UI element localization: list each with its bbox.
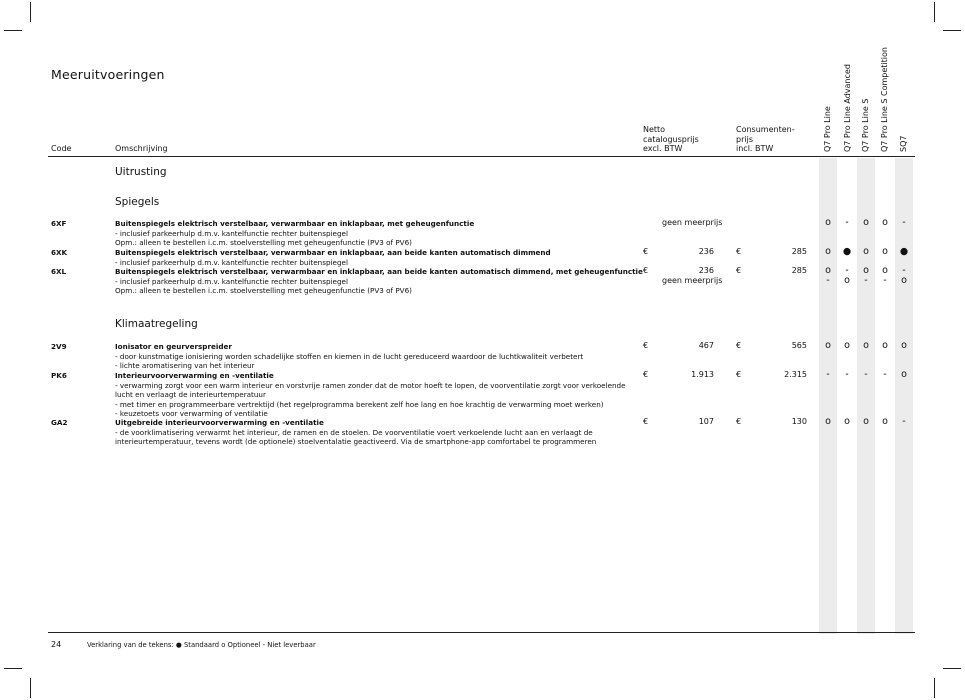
description-line: - door kunstmatige ionisiering worden schadelijke stoffen en kiemen in de lucht gereduceerd waardoor de luchtkwaliteit verbetert: [115, 351, 584, 361]
model-column-bg: [819, 158, 837, 634]
description-line: - met timer en programmeerbare vertrektijd (het regelprogramma berekent zelf hoe lang en hoe krachtig de verwarming moet werken): [115, 399, 604, 409]
description-line: Opm.: alleen te bestellen i.c.m. stoelverstelling met geheugenfunctie (PV3 of PV6): [115, 286, 412, 296]
option-code: 6XL: [51, 267, 67, 276]
euro-sign: €: [736, 247, 742, 256]
group-title: Spiegels: [115, 196, 160, 208]
header-netto: [643, 125, 699, 154]
availability-mark: -: [826, 274, 830, 286]
description-line: Buitenspiegels elektrisch verstelbaar, verwarmbaar en inklapbaar, aan beide kanten automatisch dimmend: [115, 248, 551, 257]
availability-mark: o: [825, 340, 831, 351]
availability-mark: o: [882, 416, 888, 427]
description-line: Buitenspiegels elektrisch verstelbaar, verwarmbaar en inklapbaar, met geheugenfunctie: [115, 219, 475, 228]
netto-price: 107: [698, 417, 714, 426]
option-code: 6XF: [51, 219, 67, 228]
option-description: [115, 371, 625, 419]
header-model: SQ7: [899, 135, 908, 152]
availability-mark: o: [825, 416, 831, 427]
description-line: Interieurvoorverwarming en -ventilatie: [115, 371, 274, 380]
description-line: Opm.: alleen te bestellen i.c.m. stoelverstelling met geheugenfunctie (PV3 of PV6): [115, 238, 412, 248]
model-column-bg: [895, 158, 913, 634]
availability-mark: -: [883, 274, 887, 286]
option-code: 2V9: [51, 342, 67, 351]
header-netto-line: Netto: [643, 125, 666, 134]
model-column-bg: [857, 158, 875, 634]
availability-mark: -: [845, 369, 849, 380]
header-consument-line: incl. BTW: [736, 144, 774, 153]
availability-mark: -: [902, 217, 906, 228]
consumer-price: 2.315: [784, 370, 807, 379]
description-line: - inclusief parkeerhulp d.m.v. kantelfunctie rechter buitenspiegel: [115, 257, 348, 267]
header-code: Code: [51, 144, 72, 153]
availability-mark: -: [902, 265, 906, 276]
description-line: Uitgebreide interieurvoorverwarming en -ventilatie: [115, 418, 324, 427]
description-line: - verwarming zorgt voor een warm interieur en vorstvrije ramen zonder dat de motor hoeft te lopen, de voorventilatie zorgt voor verkoelende: [115, 380, 626, 390]
page-title: Meeruitvoeringen: [51, 67, 165, 82]
section-title: Uitrusting: [115, 166, 167, 178]
description-line: Ionisator en geurverspreider: [115, 342, 232, 351]
netto-price: 467: [698, 341, 714, 350]
availability-mark: o: [863, 217, 869, 228]
description-line: interieurtemperatuur, tevens wordt (de optionele) stoelventalatie geactiveerd. Via de smartphone-app comfortabel te programmeren: [115, 437, 597, 447]
availability-mark: o: [863, 246, 869, 257]
availability-mark: o: [882, 246, 888, 257]
option-description: [115, 248, 625, 267]
header-netto-line: excl. BTW: [643, 144, 683, 153]
option-description: [115, 219, 625, 248]
footer-rule: [48, 632, 915, 633]
availability-mark: ●: [842, 246, 852, 257]
euro-sign: €: [736, 417, 742, 426]
consumer-price: 285: [791, 266, 807, 275]
availability-mark: o: [863, 416, 869, 427]
availability-mark: o: [901, 369, 907, 380]
euro-sign: €: [643, 247, 649, 256]
description-line: - inclusief parkeerhulp d.m.v. kantelfunctie rechter buitenspiegel: [115, 276, 348, 286]
no-surcharge: geen meerprijs: [662, 275, 723, 285]
consumer-price: 565: [791, 341, 807, 350]
header-model: Q7 Pro Line Advanced: [843, 64, 852, 152]
header-consument-line: Consumenten-: [736, 125, 795, 134]
availability-mark: ●: [899, 246, 909, 257]
availability-mark: -: [864, 274, 868, 286]
option-description: [115, 342, 625, 371]
header-netto-line: catalogusprijs: [643, 134, 699, 144]
euro-sign: €: [643, 341, 649, 350]
availability-mark: o: [825, 246, 831, 257]
group-title: Klimaatregeling: [115, 318, 198, 330]
availability-mark: o: [901, 274, 907, 286]
consumer-price: 130: [791, 417, 807, 426]
availability-mark: o: [825, 265, 831, 276]
description-line: lucht en verlaagt de interieurtemperatuur: [115, 390, 266, 400]
no-surcharge: geen meerprijs: [662, 218, 723, 227]
netto-price: 236: [698, 247, 714, 256]
description-line: - inclusief parkeerhulp d.m.v. kantelfunctie rechter buitenspiegel: [115, 228, 348, 238]
header-model: Q7 Pro Line: [823, 106, 832, 152]
header-rule: [48, 156, 915, 157]
header-model: Q7 Pro Line S: [861, 98, 870, 152]
netto-price: 1.913: [691, 370, 714, 379]
consumer-price: 285: [791, 247, 807, 256]
availability-mark: o: [825, 217, 831, 228]
description-line: Buitenspiegels elektrisch verstelbaar, verwarmbaar en inklapbaar, aan beide kanten automatisch dimmend, met geheugenfunctie: [115, 267, 643, 276]
availability-mark: o: [882, 340, 888, 351]
availability-mark: -: [845, 265, 849, 276]
availability-mark: o: [863, 265, 869, 276]
option-code: 6XK: [51, 248, 68, 257]
euro-sign: €: [643, 370, 649, 379]
netto-price: 236: [698, 266, 714, 275]
option-description: [115, 418, 625, 447]
availability-mark: -: [845, 217, 849, 228]
euro-sign: €: [736, 341, 742, 350]
euro-sign: €: [643, 417, 649, 426]
euro-sign: €: [643, 266, 649, 275]
availability-mark: -: [902, 416, 906, 427]
header-model: Q7 Pro Line S Competition: [880, 47, 889, 152]
option-code: PK6: [51, 371, 67, 380]
availability-mark: o: [863, 340, 869, 351]
availability-mark: -: [883, 369, 887, 380]
description-line: - de voorklimatisering verwarmt het interieur, de ramen en de stoelen. De voorventilatie voert verkoelende lucht aan en verlaagt de: [115, 427, 593, 437]
availability-mark: -: [826, 369, 830, 380]
header-consument: [736, 125, 795, 154]
euro-sign: €: [736, 266, 742, 275]
option-description: [115, 267, 643, 296]
header-omschrijving: Omschrijving: [115, 144, 168, 153]
euro-sign: €: [736, 370, 742, 379]
availability-mark: o: [844, 340, 850, 351]
description-line: - lichte aromatisering van het interieur: [115, 361, 255, 371]
availability-mark: -: [864, 369, 868, 380]
page-number: 24: [51, 640, 62, 649]
availability-mark: o: [844, 416, 850, 427]
option-code: GA2: [51, 418, 68, 427]
legend: Verklaring van de tekens: ● Standaard o Optioneel - Niet leverbaar: [87, 641, 316, 649]
availability-mark: o: [882, 265, 888, 276]
availability-mark: o: [882, 217, 888, 228]
availability-mark: o: [844, 274, 850, 286]
header-consument-line: prijs: [736, 134, 753, 144]
description-line: - keuzetoets voor verwarming of ventilatie: [115, 409, 268, 419]
availability-mark: o: [901, 340, 907, 351]
